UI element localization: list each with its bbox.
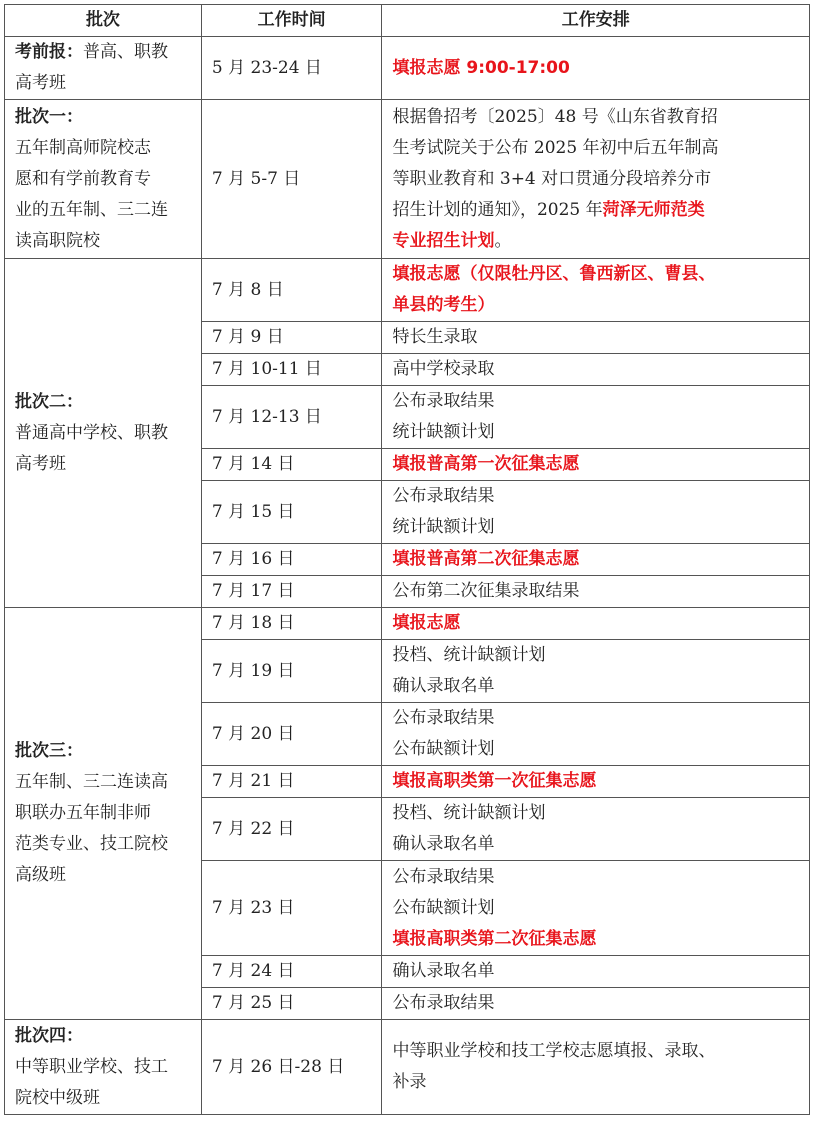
batch4-line: 院校中级班 bbox=[15, 1087, 100, 1108]
pre-batch-title: 考前报： bbox=[15, 42, 83, 62]
batch4-cell bbox=[5, 1020, 202, 1115]
batch1-text-line: 生考试院关于公布 2025 年初中后五年制高 bbox=[392, 137, 719, 158]
b2-task-text: 公布录取结果 bbox=[392, 486, 495, 506]
b2-task-text: 统计缺额计划 bbox=[392, 422, 495, 442]
batch1-red-text: 专业招生计划 bbox=[392, 230, 495, 251]
b3-task-text: 公布缺额计划 bbox=[392, 897, 495, 918]
b2-time: 7 月 14 日 bbox=[201, 449, 382, 481]
b2-title: 批次二： bbox=[15, 391, 83, 412]
b3-time: 7 月 22 日 bbox=[201, 798, 382, 861]
b2-time: 7 月 17 日 bbox=[201, 576, 382, 608]
batch1-row bbox=[5, 100, 810, 259]
batch1-line: 五年制高师院校志 bbox=[15, 137, 151, 158]
b3-line: 高级班 bbox=[15, 865, 66, 885]
b3-task bbox=[382, 703, 810, 766]
batch4-title: 批次四： bbox=[15, 1025, 83, 1046]
batch1-line: 业的五年制、三二连 bbox=[15, 199, 168, 220]
b2-time: 7 月 10-11 日 bbox=[201, 354, 382, 386]
b2-line: 高考班 bbox=[15, 453, 66, 474]
b3-task bbox=[382, 608, 810, 640]
b2-task-text: 统计缺额计划 bbox=[392, 517, 495, 537]
b2-time: 7 月 12-13 日 bbox=[201, 386, 382, 449]
b3-task-text: 公布录取结果 bbox=[392, 708, 495, 728]
b2-task bbox=[382, 576, 810, 608]
b2-task-text: 填报志愿（仅限牡丹区、鲁西新区、曹县、 bbox=[392, 264, 716, 284]
b3-task bbox=[382, 798, 810, 861]
b2-row bbox=[5, 259, 810, 322]
b3-row bbox=[5, 608, 810, 640]
b3-task-text: 确认录取名单 bbox=[392, 961, 495, 981]
batch4-line: 中等职业学校、技工 bbox=[15, 1056, 168, 1077]
pre-batch-desc2: 高考班 bbox=[15, 73, 66, 93]
b3-task-text: 填报高职类第二次征集志愿 bbox=[392, 928, 597, 949]
b2-task-text: 填报普高第一次征集志愿 bbox=[392, 454, 580, 474]
b3-task bbox=[382, 640, 810, 703]
b3-task-text: 投档、统计缺额计划 bbox=[392, 645, 546, 665]
b2-cell bbox=[5, 259, 202, 608]
header-arrangement: 工作安排 bbox=[382, 5, 810, 37]
b3-task bbox=[382, 988, 810, 1020]
b2-task bbox=[382, 544, 810, 576]
header-row bbox=[5, 5, 810, 37]
b2-task-text: 单县的考生） bbox=[392, 295, 495, 315]
b3-task bbox=[382, 956, 810, 988]
b3-title: 批次三： bbox=[15, 741, 83, 761]
b3-line: 范类专业、技工院校 bbox=[15, 834, 168, 854]
b3-time: 7 月 19 日 bbox=[201, 640, 382, 703]
b3-task-text: 投档、统计缺额计划 bbox=[392, 803, 546, 823]
batch1-cell bbox=[5, 100, 202, 259]
b2-task bbox=[382, 449, 810, 481]
pre-batch-row bbox=[5, 37, 810, 100]
b3-time: 7 月 24 日 bbox=[201, 956, 382, 988]
b2-task bbox=[382, 322, 810, 354]
batch1-line: 读高职院校 bbox=[15, 230, 100, 251]
b3-line: 五年制、三二连读高 bbox=[15, 772, 168, 792]
b3-time: 7 月 20 日 bbox=[201, 703, 382, 766]
b3-cell bbox=[5, 608, 202, 1020]
b2-task-text: 高中学校录取 bbox=[392, 359, 495, 379]
b2-time: 7 月 9 日 bbox=[201, 322, 382, 354]
batch4-row bbox=[5, 1020, 810, 1115]
b3-task-text: 公布录取结果 bbox=[392, 866, 495, 887]
batch1-line: 愿和有学前教育专 bbox=[15, 168, 151, 189]
b3-task-text: 公布录取结果 bbox=[392, 993, 495, 1013]
pre-batch-task-text: 填报志愿 9:00-17:00 bbox=[392, 57, 570, 78]
b3-task-text: 确认录取名单 bbox=[392, 834, 495, 854]
b2-task-text: 特长生录取 bbox=[392, 327, 478, 347]
b2-task-text: 填报普高第二次征集志愿 bbox=[392, 549, 580, 569]
b3-task-text: 填报高职类第一次征集志愿 bbox=[392, 771, 597, 791]
batch1-red-text: 菏泽无师范类 bbox=[602, 199, 705, 220]
b3-time: 7 月 18 日 bbox=[201, 608, 382, 640]
batch1-tail: 。 bbox=[494, 230, 512, 251]
batch4-task-text: 补录 bbox=[392, 1072, 427, 1092]
pre-batch-time: 5 月 23-24 日 bbox=[201, 37, 382, 100]
b2-task bbox=[382, 259, 810, 322]
b3-time: 7 月 25 日 bbox=[201, 988, 382, 1020]
batch1-text-line: 根据鲁招考〔2025〕48 号《山东省教育招 bbox=[392, 106, 718, 127]
b2-time: 7 月 15 日 bbox=[201, 481, 382, 544]
b3-task bbox=[382, 861, 810, 956]
b3-task-text: 公布缺额计划 bbox=[392, 739, 495, 759]
b3-time: 7 月 23 日 bbox=[201, 861, 382, 956]
b2-task bbox=[382, 386, 810, 449]
b2-line: 普通高中学校、职教 bbox=[15, 422, 168, 443]
b3-line: 职联办五年制非师 bbox=[15, 803, 151, 823]
b2-task bbox=[382, 481, 810, 544]
b3-task-text: 填报志愿 bbox=[392, 613, 461, 633]
batch1-text-line: 招生计划的通知》，2025 年 bbox=[392, 199, 603, 220]
header-time: 工作时间 bbox=[201, 5, 382, 37]
b2-time: 7 月 16 日 bbox=[201, 544, 382, 576]
b3-task-text: 确认录取名单 bbox=[392, 676, 495, 696]
b2-task-text: 公布第二次征集录取结果 bbox=[392, 581, 580, 601]
batch1-title: 批次一： bbox=[15, 106, 83, 127]
pre-batch-task bbox=[382, 37, 810, 100]
b2-time: 7 月 8 日 bbox=[201, 259, 382, 322]
batch4-time: 7 月 26 日-28 日 bbox=[201, 1020, 382, 1115]
b2-task bbox=[382, 354, 810, 386]
batch1-task bbox=[382, 100, 810, 259]
b3-task bbox=[382, 766, 810, 798]
header-batch: 批次 bbox=[5, 5, 202, 37]
batch4-task-text: 中等职业学校和技工学校志愿填报、录取、 bbox=[392, 1041, 716, 1061]
batch1-time: 7 月 5-7 日 bbox=[201, 100, 382, 259]
schedule-table bbox=[4, 4, 810, 1115]
batch4-task bbox=[382, 1020, 810, 1115]
pre-batch-cell bbox=[5, 37, 202, 100]
pre-batch-desc1: 普高、职教 bbox=[83, 42, 168, 62]
b3-time: 7 月 21 日 bbox=[201, 766, 382, 798]
batch1-text-line: 等职业教育和 3+4 对口贯通分段培养分市 bbox=[392, 168, 712, 189]
b2-task-text: 公布录取结果 bbox=[392, 391, 495, 411]
